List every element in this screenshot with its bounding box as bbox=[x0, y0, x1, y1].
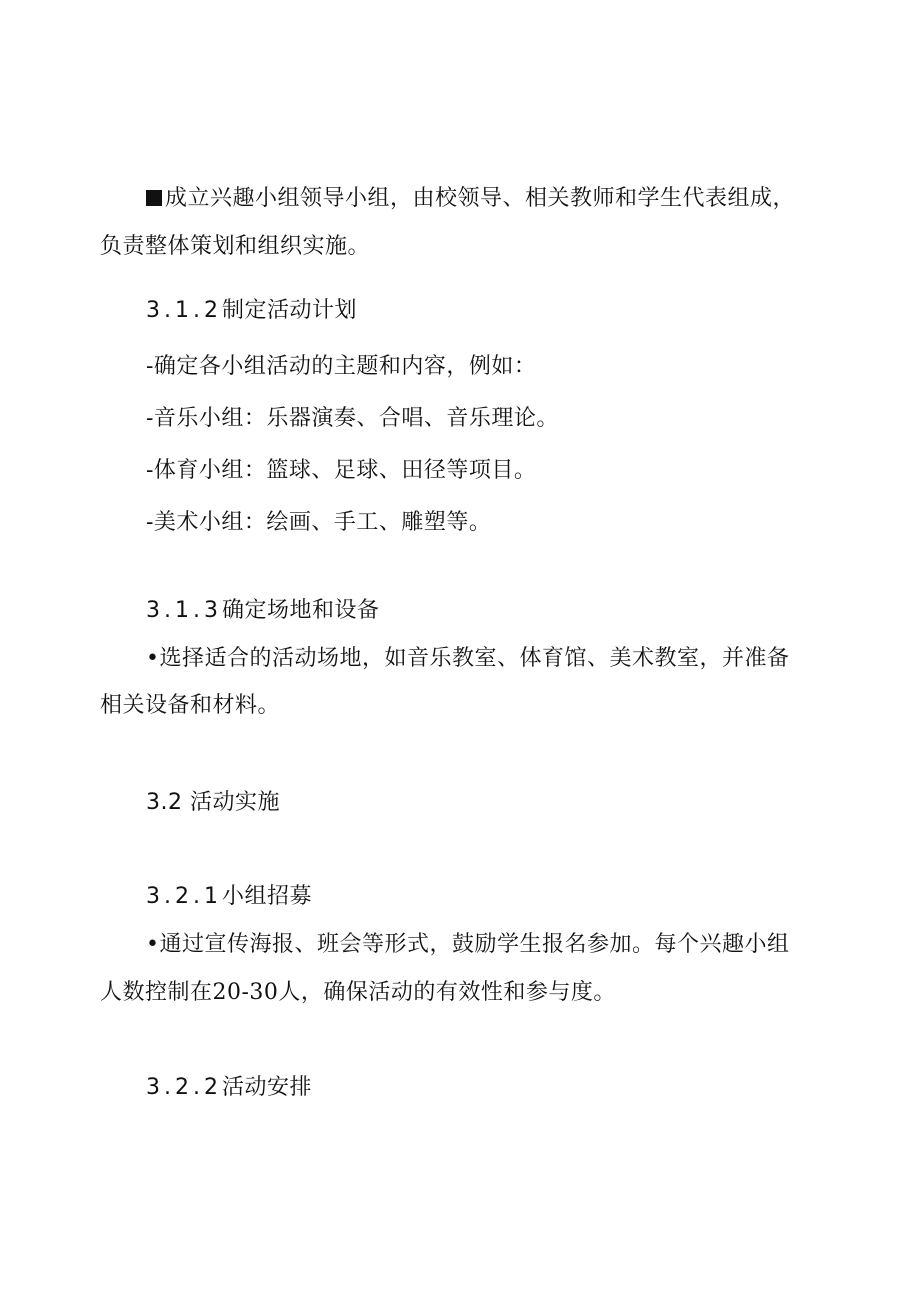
section-heading-3-1-2 bbox=[146, 296, 357, 326]
section-heading-3-2-1 bbox=[146, 882, 312, 912]
paragraph-recruit-line1: •通过宣传海报、班会等形式，鼓励学生报名参加。每个兴趣小组 bbox=[146, 932, 790, 957]
section-title: 小组招募 bbox=[221, 884, 312, 909]
paragraph-recruit-line2: 人数控制在20-30人，确保活动的有效性和参与度。 bbox=[100, 980, 616, 1005]
paragraph-venue-line2: 相关设备和材料。 bbox=[100, 693, 281, 718]
section-number: 3.2.1 bbox=[146, 884, 222, 909]
list-item-music: -音乐小组：乐器演奏、合唱、音乐理论。 bbox=[146, 406, 559, 431]
paragraph-text: 成立兴趣小组领导小组，由校领导、相关教师和学生代表组成， bbox=[165, 186, 796, 211]
list-item-art: -美术小组：绘画、手工、雕塑等。 bbox=[146, 510, 492, 535]
section-heading-3-2: 3.2 活动实施 bbox=[146, 790, 280, 815]
section-heading-3-2-2 bbox=[146, 1073, 312, 1103]
list-item-sports: -体育小组：篮球、足球、田径等项目。 bbox=[146, 458, 537, 483]
square-bullet-icon bbox=[146, 190, 162, 206]
section-number: 3.1.3 bbox=[146, 598, 222, 623]
section-title: 确定场地和设备 bbox=[221, 598, 380, 623]
section-number: 3.1.2 bbox=[146, 298, 222, 323]
list-item-intro: -确定各小组活动的主题和内容，例如： bbox=[146, 354, 537, 379]
paragraph-leadership-line1 bbox=[146, 184, 795, 214]
paragraph-venue-line1: •选择适合的活动场地，如音乐教室、体育馆、美术教室，并准备 bbox=[146, 646, 790, 671]
section-title: 制定活动计划 bbox=[221, 298, 357, 323]
section-heading-3-1-3 bbox=[146, 596, 380, 626]
paragraph-leadership-line2: 负责整体策划和组织实施。 bbox=[100, 234, 371, 259]
section-title: 活动安排 bbox=[221, 1075, 312, 1100]
section-number: 3.2.2 bbox=[146, 1075, 222, 1100]
